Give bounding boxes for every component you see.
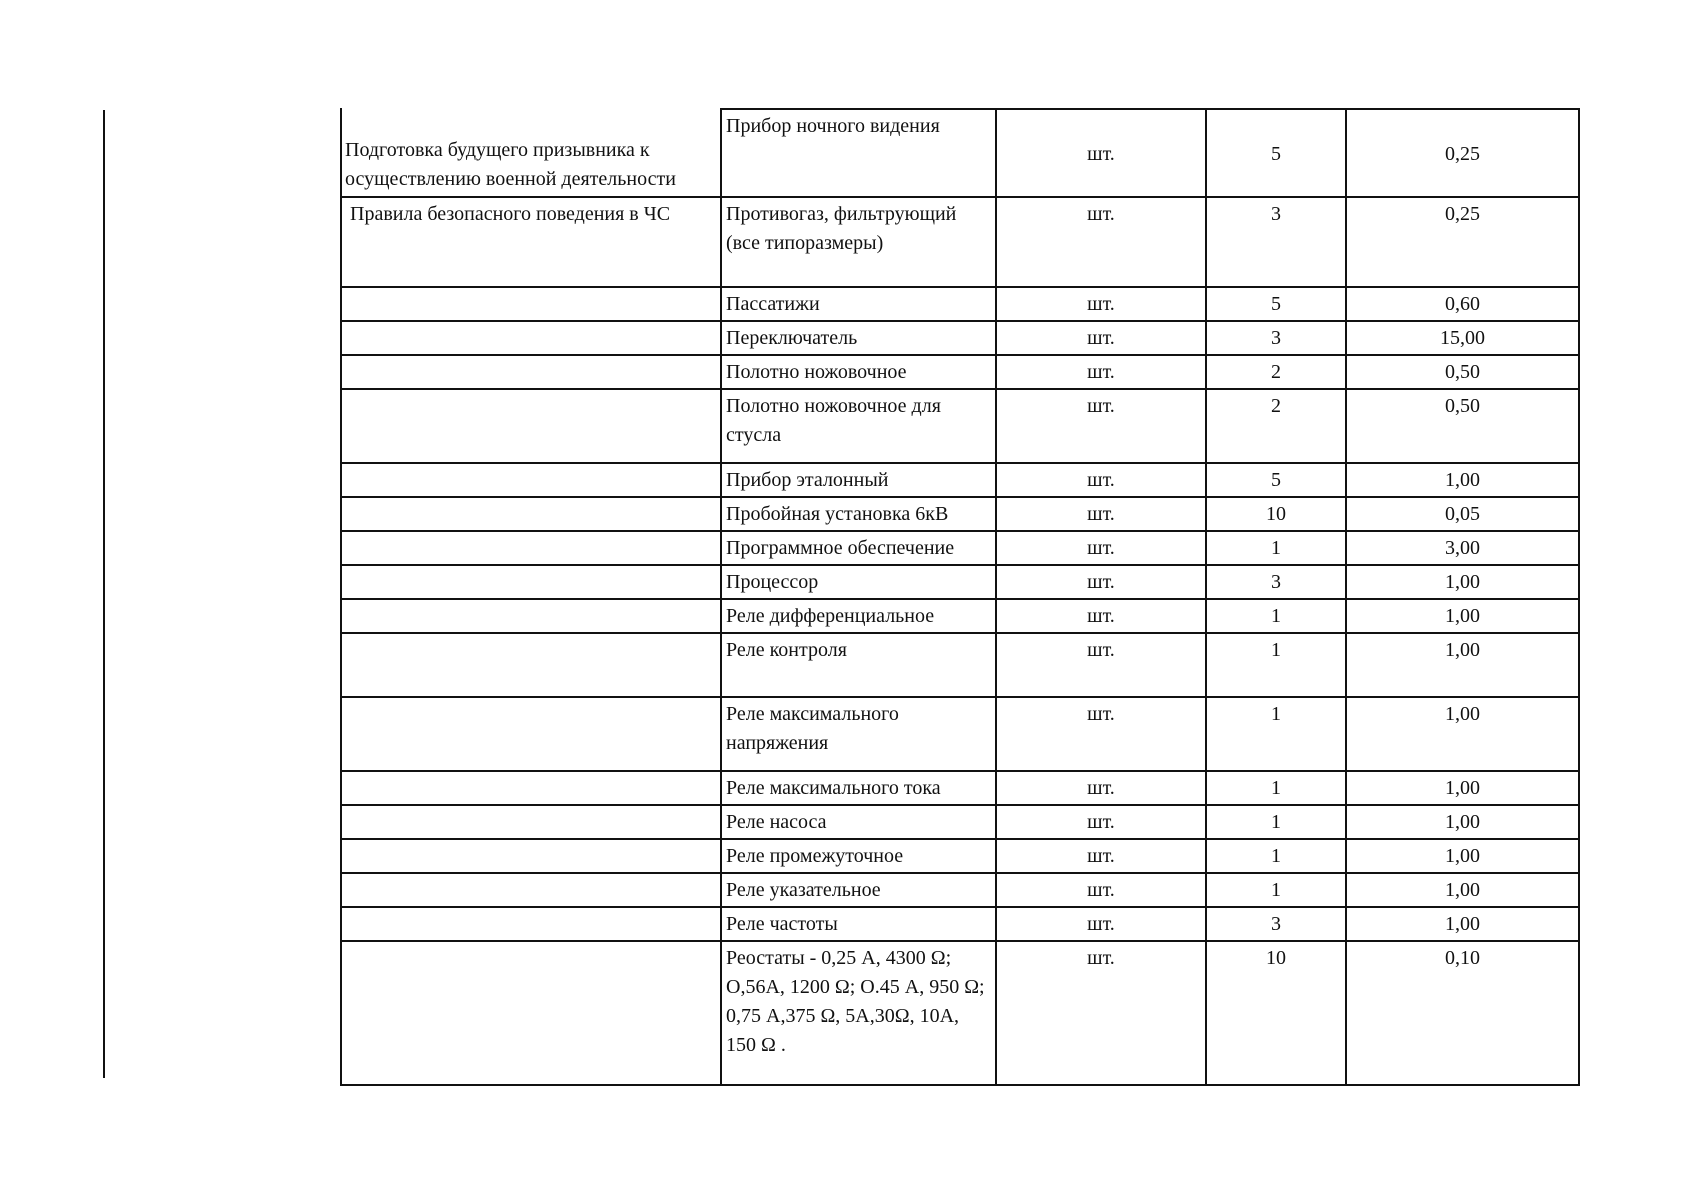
topic-cell [340, 464, 720, 496]
quantity-cell: 1 [1205, 840, 1345, 872]
value-cell: 0,05 [1345, 498, 1580, 530]
quantity-cell: 1 [1205, 600, 1345, 632]
quantity-cell: 1 [1205, 532, 1345, 564]
topic-cell [340, 566, 720, 598]
quantity-cell: 3 [1205, 198, 1345, 286]
value-cell: 0,50 [1345, 356, 1580, 388]
unit-cell: шт. [995, 698, 1205, 770]
unit-cell: шт. [995, 532, 1205, 564]
quantity-cell: 1 [1205, 874, 1345, 906]
item-name-cell: Пассатижи [720, 288, 995, 320]
table-row [340, 804, 1580, 838]
unit-cell: шт. [995, 806, 1205, 838]
item-name-cell: Реле частоты [720, 908, 995, 940]
item-name-cell: Реле максимального напряжения [720, 698, 995, 770]
topic-cell [340, 356, 720, 388]
item-name-cell: Реле указательное [720, 874, 995, 906]
item-name-cell: Реле насоса [720, 806, 995, 838]
item-name-cell: Полотно ножовочное для стусла [720, 390, 995, 462]
quantity-cell: 3 [1205, 908, 1345, 940]
unit-cell: шт. [995, 498, 1205, 530]
item-name-cell: Процессор [720, 566, 995, 598]
unit-cell: шт. [995, 198, 1205, 286]
topic-cell [340, 772, 720, 804]
topic-cell [340, 698, 720, 770]
unit-cell: шт. [995, 108, 1205, 196]
unit-cell: шт. [995, 600, 1205, 632]
value-cell: 0,25 [1345, 198, 1580, 286]
table-row [340, 462, 1580, 496]
item-name-cell: Программное обеспечение [720, 532, 995, 564]
topic-cell [340, 288, 720, 320]
topic-cell [340, 874, 720, 906]
table-row [340, 696, 1580, 770]
table-row [340, 388, 1580, 462]
unit-cell: шт. [995, 390, 1205, 462]
table-row [340, 196, 1580, 286]
item-name-cell: Переключатель [720, 322, 995, 354]
quantity-cell: 3 [1205, 566, 1345, 598]
value-cell: 0,10 [1345, 942, 1580, 1084]
unit-cell: шт. [995, 942, 1205, 1084]
quantity-cell: 5 [1205, 464, 1345, 496]
unit-cell: шт. [995, 874, 1205, 906]
unit-cell: шт. [995, 356, 1205, 388]
table-row [340, 564, 1580, 598]
unit-cell: шт. [995, 288, 1205, 320]
topic-cell [340, 322, 720, 354]
topic-text: Подготовка будущего призывника к осуществлению военной деятельности [345, 139, 676, 190]
topic-cell [340, 806, 720, 838]
value-cell: 1,00 [1345, 772, 1580, 804]
topic-cell: Правила безопасного поведения в ЧС [340, 198, 720, 286]
value-cell: 0,25 [1345, 108, 1580, 196]
topic-cell [340, 840, 720, 872]
unit-cell: шт. [995, 566, 1205, 598]
item-name-cell: Реле контроля [720, 634, 995, 696]
quantity-cell: 1 [1205, 634, 1345, 696]
value-cell: 1,00 [1345, 464, 1580, 496]
value-cell: 0,50 [1345, 390, 1580, 462]
item-name-cell: Реле дифференциальное [720, 600, 995, 632]
quantity-cell: 5 [1205, 108, 1345, 196]
quantity-cell: 2 [1205, 356, 1345, 388]
table-row [340, 530, 1580, 564]
quantity-cell: 1 [1205, 698, 1345, 770]
item-name-cell: Реостаты - 0,25 А, 4300 Ω; О,56А, 1200 Ω; О.45 А, 950 Ω; 0,75 А,375 Ω, 5А,30Ω, 10А, 150 Ω . [720, 942, 995, 1084]
unit-cell: шт. [995, 322, 1205, 354]
quantity-cell: 1 [1205, 772, 1345, 804]
value-cell: 1,00 [1345, 908, 1580, 940]
table-row [340, 598, 1580, 632]
value-cell: 1,00 [1345, 600, 1580, 632]
unit-cell: шт. [995, 464, 1205, 496]
topic-cell [340, 532, 720, 564]
topic-cell [340, 498, 720, 530]
topic-cell [340, 600, 720, 632]
table-row [340, 108, 1580, 196]
item-name-cell: Полотно ножовочное [720, 356, 995, 388]
table-row [340, 632, 1580, 696]
value-cell: 1,00 [1345, 566, 1580, 598]
topic-cell [340, 108, 720, 196]
value-cell: 15,00 [1345, 322, 1580, 354]
topic-cell [340, 908, 720, 940]
value-cell: 3,00 [1345, 532, 1580, 564]
value-cell: 1,00 [1345, 698, 1580, 770]
value-cell: 0,60 [1345, 288, 1580, 320]
table-row [340, 838, 1580, 872]
quantity-cell: 1 [1205, 806, 1345, 838]
item-name-cell: Реле максимального тока [720, 772, 995, 804]
table-row [340, 496, 1580, 530]
value-cell: 1,00 [1345, 806, 1580, 838]
topic-cell [340, 390, 720, 462]
unit-cell: шт. [995, 634, 1205, 696]
equipment-table [340, 108, 1580, 1086]
quantity-cell: 3 [1205, 322, 1345, 354]
quantity-cell: 5 [1205, 288, 1345, 320]
value-cell: 1,00 [1345, 840, 1580, 872]
item-name-cell: Реле промежуточное [720, 840, 995, 872]
unit-cell: шт. [995, 840, 1205, 872]
table-row [340, 940, 1580, 1084]
table-row [340, 906, 1580, 940]
unit-cell: шт. [995, 772, 1205, 804]
quantity-cell: 10 [1205, 498, 1345, 530]
table-row [340, 354, 1580, 388]
table-row [340, 770, 1580, 804]
item-name-cell: Прибор эталонный [720, 464, 995, 496]
item-name-cell: Прибор ночного видения [720, 108, 995, 196]
quantity-cell: 10 [1205, 942, 1345, 1084]
item-name-cell: Пробойная установка 6кВ [720, 498, 995, 530]
item-name-cell: Противогаз, фильтрующий (все типоразмеры) [720, 198, 995, 286]
table-row [340, 286, 1580, 320]
unit-cell: шт. [995, 908, 1205, 940]
topic-cell [340, 942, 720, 1084]
table-row [340, 320, 1580, 354]
value-cell: 1,00 [1345, 874, 1580, 906]
quantity-cell: 2 [1205, 390, 1345, 462]
topic-cell [340, 634, 720, 696]
left-margin-rule [103, 110, 105, 1078]
value-cell: 1,00 [1345, 634, 1580, 696]
table-row [340, 872, 1580, 906]
